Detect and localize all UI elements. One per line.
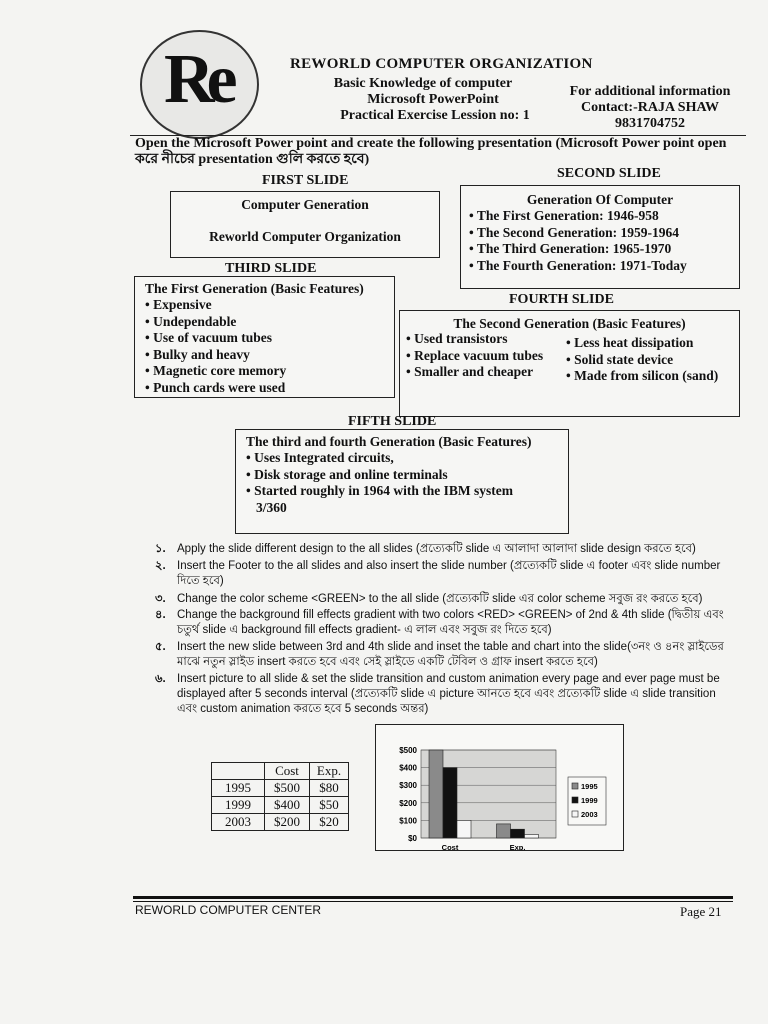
list-item: • Expensive xyxy=(145,297,286,314)
y-tick-label: $300 xyxy=(399,781,417,791)
list-item: • Made from silicon (sand) xyxy=(566,368,718,385)
legend-label: 1999 xyxy=(581,796,598,805)
list-item: • Bulky and heavy xyxy=(145,347,286,364)
footer-divider-thick xyxy=(133,896,733,899)
footer-divider-thin xyxy=(133,901,733,902)
x-tick-label: Exp. xyxy=(509,843,526,850)
table-header-cell: Exp. xyxy=(310,763,349,780)
list-item: • Smaller and cheaper xyxy=(406,364,543,381)
table-cell: 1995 xyxy=(212,780,265,797)
bar-1995-Cost xyxy=(429,750,443,838)
instruction-text: Insert picture to all slide & set the slide transition and custom animation every page and ever page must be displayed after 5 seconds interval (প্রত্যেকটি slide এ picture আনতে হবে এবং প্রত্যেকটি slide এ slide transition এবং custom animation করতে হবে 5 seconds অন্তর) xyxy=(177,673,720,715)
list-item: • Less heat dissipation xyxy=(566,335,718,352)
instruction-number: ৪. xyxy=(155,609,166,621)
legend-label: 1995 xyxy=(581,782,598,791)
list-item: • Uses Integrated circuits, xyxy=(246,450,546,467)
instruction-item xyxy=(155,542,735,558)
third-slide-label: THIRD SLIDE xyxy=(225,261,317,276)
table-row xyxy=(212,814,349,831)
first-slide-box xyxy=(170,191,440,258)
instruction-text: Change the color scheme <GREEN> to the all slide (প্রত্যেকটি slide এর color scheme সবুজ রং করতে হবে) xyxy=(177,593,703,605)
table-cell: $50 xyxy=(310,797,349,814)
instruction-number: ৩. xyxy=(155,593,166,605)
organization-logo xyxy=(140,30,259,139)
fifth-slide-box xyxy=(235,429,569,534)
subtitle-line-3: Practical Exercise Lession no: 1 xyxy=(340,108,530,123)
organization-name: REWORLD COMPUTER ORGANIZATION xyxy=(290,56,593,72)
instruction-item xyxy=(155,640,735,670)
instruction-number: ১. xyxy=(155,543,166,555)
table-cell: $500 xyxy=(265,780,310,797)
list-item: • Use of vacuum tubes xyxy=(145,330,286,347)
table-cell: $20 xyxy=(310,814,349,831)
data-table xyxy=(211,762,349,831)
bar-1999-Cost xyxy=(443,768,457,838)
legend-swatch xyxy=(572,797,578,803)
instruction-item xyxy=(155,608,735,638)
instruction-text: Insert the new slide between 3rd and 4th slide and inset the table and chart into the slide(৩নং ও ৪নং স্লাইডের মাঝে নতুন স্লাইড insert করতে হবে এবং সেই স্লাইডে একটি টেবিল ও গ্রাফ insert করতে হবে) xyxy=(177,641,724,668)
fifth-slide-label: FIFTH SLIDE xyxy=(348,414,437,429)
first-slide-line-1: Computer Generation xyxy=(241,197,369,212)
list-item: • Started roughly in 1964 with the IBM system 3/360 xyxy=(246,483,546,516)
table-cell: 2003 xyxy=(212,814,265,831)
bar-chart xyxy=(375,724,624,851)
y-tick-label: $100 xyxy=(399,816,417,826)
second-slide-label: SECOND SLIDE xyxy=(557,166,661,181)
fourth-slide-box xyxy=(399,310,740,417)
instruction-item xyxy=(155,672,735,718)
third-slide-box xyxy=(134,276,395,398)
list-item: • The First Generation: 1946-958 xyxy=(469,208,687,225)
list-item: • The Fourth Generation: 1971-Today xyxy=(469,258,687,275)
x-tick-label: Cost xyxy=(441,843,459,850)
table-cell: $200 xyxy=(265,814,310,831)
list-item: • Solid state device xyxy=(566,352,718,369)
table-cell: 1999 xyxy=(212,797,265,814)
table-row xyxy=(212,797,349,814)
first-slide-label: FIRST SLIDE xyxy=(262,173,349,188)
second-slide-box xyxy=(460,185,740,289)
subtitle-line-2: Microsoft PowerPoint xyxy=(367,92,499,107)
list-item: • The Third Generation: 1965-1970 xyxy=(469,241,687,258)
y-tick-label: $400 xyxy=(399,763,417,773)
third-slide-bullets xyxy=(145,297,286,396)
table-header-row xyxy=(212,763,349,780)
third-slide-title: The First Generation (Basic Features) xyxy=(145,281,364,296)
y-tick-label: $200 xyxy=(399,798,417,808)
chart-svg xyxy=(376,725,623,850)
list-item: • Undependable xyxy=(145,314,286,331)
instruction-number: ২. xyxy=(155,560,166,572)
list-item: • Punch cards were used xyxy=(145,380,286,397)
instruction-text: Change the background fill effects gradient with two colors <RED> <GREEN> of 2nd & 4th slide (দ্বিতীয় এবং চতুর্থ slide এ background fill effects gradient- এ লাল এবং সবুজ রং দিতে হবে) xyxy=(177,609,724,636)
y-tick-label: $0 xyxy=(408,834,417,843)
list-item: • The Second Generation: 1959-1964 xyxy=(469,225,687,242)
y-tick-label: $500 xyxy=(399,746,417,755)
legend-label: 2003 xyxy=(581,810,598,819)
table-cell: $80 xyxy=(310,780,349,797)
legend-swatch xyxy=(572,783,578,789)
instruction-item xyxy=(155,559,735,589)
fifth-slide-title: The third and fourth Generation (Basic Features) xyxy=(246,434,532,449)
fourth-slide-label: FOURTH SLIDE xyxy=(509,292,614,307)
bar-1995-Exp xyxy=(497,824,511,838)
instruction-number: ৫. xyxy=(155,641,166,653)
first-slide-line-2: Reworld Computer Organization xyxy=(209,229,401,244)
instruction-text: Insert the Footer to the all slides and also insert the slide number (প্রত্যেকটি slide এ footer এবং slide number দিতে হবে) xyxy=(177,560,721,587)
contact-line-1: For additional information xyxy=(569,84,731,99)
bar-2003-Exp xyxy=(525,834,539,838)
second-slide-title: Generation Of Computer xyxy=(526,192,674,207)
contact-line-3: 9831704752 xyxy=(615,116,685,131)
footer-org-name: REWORLD COMPUTER CENTER xyxy=(135,903,322,917)
page-number: Page 21 xyxy=(680,904,722,919)
bar-2003-Cost xyxy=(457,820,471,838)
legend-swatch xyxy=(572,811,578,817)
instruction-text: Apply the slide different design to the all slides (প্রত্যেকটি slide এ আলাদা আলাদা slide design করতে হবে) xyxy=(177,543,696,555)
table-header-cell xyxy=(212,763,265,780)
fourth-slide-title: The Second Generation (Basic Features) xyxy=(453,316,686,331)
fifth-slide-bullets xyxy=(246,450,546,516)
instruction-number: ৬. xyxy=(155,673,166,685)
table-row xyxy=(212,780,349,797)
second-slide-bullets xyxy=(469,208,687,274)
bar-1999-Exp xyxy=(511,829,525,838)
list-item: • Magnetic core memory xyxy=(145,363,286,380)
table-cell: $400 xyxy=(265,797,310,814)
fourth-slide-bullets-left xyxy=(406,331,543,381)
contact-line-2: Contact:-RAJA SHAW xyxy=(580,100,720,115)
intro-text: Open the Microsoft Power point and create the following presentation (Microsoft Power point open করে নীচের presentation গুলি করতে হবে) xyxy=(135,136,727,167)
fourth-slide-bullets-right xyxy=(566,335,718,385)
logo-text: Re xyxy=(164,41,230,118)
list-item: • Disk storage and online terminals xyxy=(246,467,546,484)
subtitle-line-1: Basic Knowledge of computer xyxy=(333,76,513,91)
table-header-cell: Cost xyxy=(265,763,310,780)
instruction-item xyxy=(155,592,735,608)
list-item: • Replace vacuum tubes xyxy=(406,348,543,365)
list-item: • Used transistors xyxy=(406,331,543,348)
